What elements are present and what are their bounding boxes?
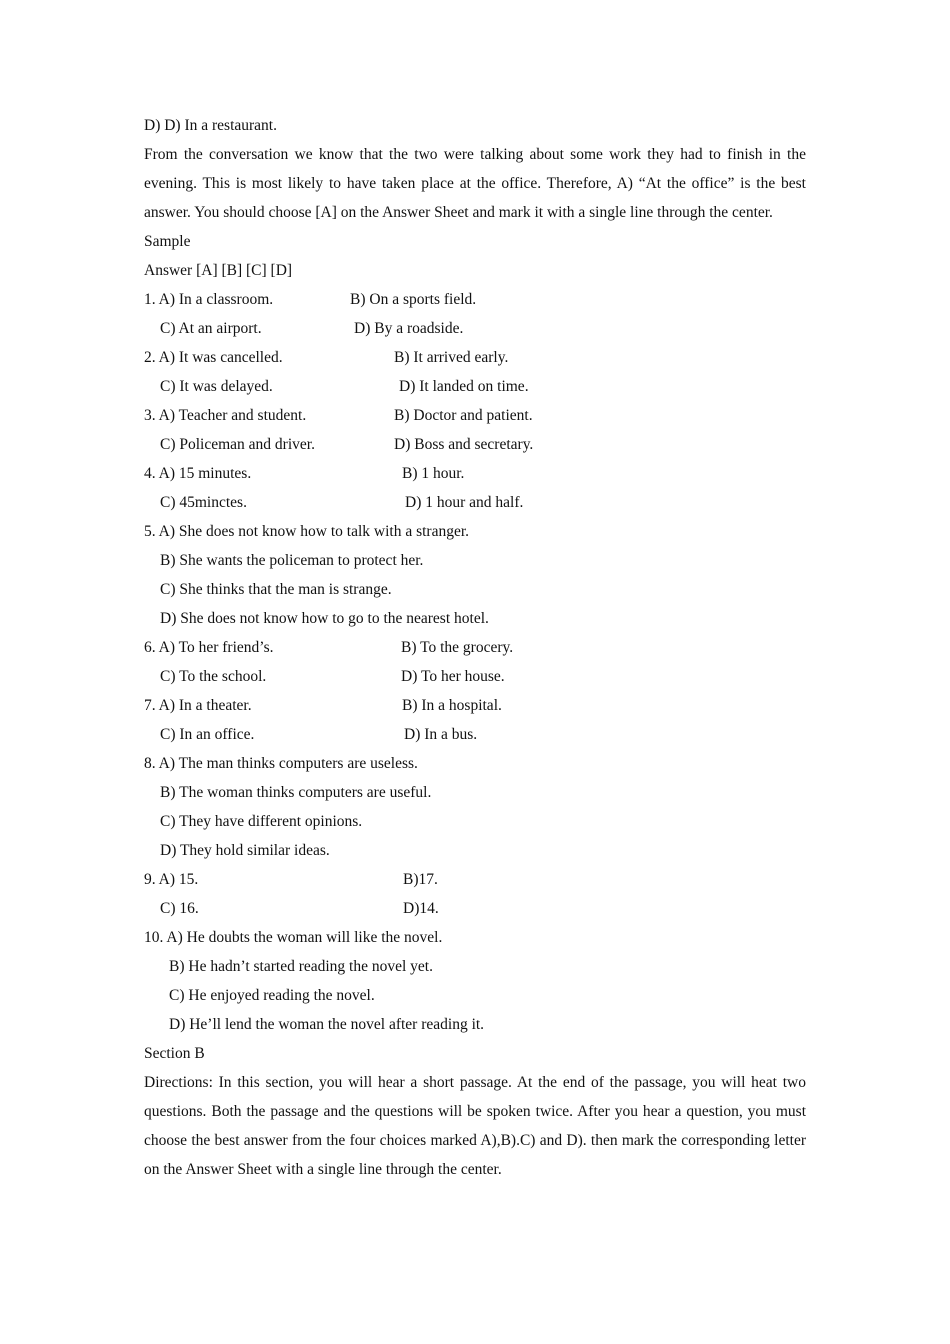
question-4-option-d: D) 1 hour and half. — [405, 494, 524, 511]
question-7-option-a: 7. A) In a theater. — [144, 697, 252, 714]
question-1-row-2 — [144, 314, 809, 343]
question-6-option-d: D) To her house. — [401, 668, 505, 685]
question-7-option-c: C) In an office. — [160, 726, 255, 743]
question-8-option-b: B) The woman thinks computers are useful. — [160, 784, 432, 801]
question-10-option-b: B) He hadn’t started reading the novel yet. — [169, 958, 433, 975]
question-9-option-a: 9. A) 15. — [144, 871, 199, 888]
question-3-option-c: C) Policeman and driver. — [160, 436, 315, 453]
question-10-option-a: 10. A) He doubts the woman will like the novel. — [144, 929, 443, 946]
question-3-option-b: B) Doctor and patient. — [394, 407, 533, 424]
question-7-option-d: D) In a bus. — [404, 726, 478, 743]
question-3-option-d: D) Boss and secretary. — [394, 436, 534, 453]
question-6-option-b: B) To the grocery. — [401, 639, 514, 656]
question-10-option-c: C) He enjoyed reading the novel. — [169, 987, 375, 1004]
question-4-option-b: B) 1 hour. — [402, 465, 465, 482]
question-6-option-a: 6. A) To her friend’s. — [144, 639, 274, 656]
question-3-option-a: 3. A) Teacher and student. — [144, 407, 307, 424]
example-explanation: From the conversation we know that the two were talking about some work they had to finish in the evening. This is most likely to have taken place at the office. Therefore, A) “At the office” is the best answer. You should choose [A] on the Answer Sheet and mark it with a single line through the center. — [144, 146, 806, 221]
question-5-option-b: B) She wants the policeman to protect her. — [160, 552, 424, 569]
question-9-option-b: B)17. — [403, 871, 438, 888]
document-page — [144, 111, 809, 1184]
question-1-option-a: 1. A) In a classroom. — [144, 291, 274, 308]
question-4-row-2 — [144, 488, 809, 517]
question-1-row-1 — [144, 285, 809, 314]
question-8-option-a: 8. A) The man thinks computers are useless. — [144, 755, 418, 772]
question-7-option-b: B) In a hospital. — [402, 697, 502, 714]
question-9-option-c: C) 16. — [160, 900, 199, 917]
question-2-option-b: B) It arrived early. — [394, 349, 509, 366]
question-6-option-c: C) To the school. — [160, 668, 267, 685]
question-4-option-c: C) 45minctes. — [160, 494, 247, 511]
sample-label: Sample — [144, 233, 191, 250]
sample-answer: Answer [A] [B] [C] [D] — [144, 262, 293, 279]
section-b-directions: Directions: In this section, you will hear a short passage. At the end of the passage, you will heat two questions. Both the passage and the questions will be spoken twice. After you hear a question, you must choose the best answer from the four choices marked A),B).C) and D). then mark the corresponding letter on the Answer Sheet with a single line through the center. — [144, 1074, 806, 1178]
question-3-row-2 — [144, 430, 809, 459]
question-8-option-d: D) They hold similar ideas. — [160, 842, 330, 859]
question-4-option-a: 4. A) 15 minutes. — [144, 465, 252, 482]
question-4-row-1 — [144, 459, 809, 488]
question-9-row-1 — [144, 865, 809, 894]
question-1-option-c: C) At an airport. — [160, 320, 262, 337]
question-5-option-a: 5. A) She does not know how to talk with a stranger. — [144, 523, 470, 540]
question-1-option-b: B) On a sports field. — [350, 291, 477, 308]
question-6-row-2 — [144, 662, 809, 691]
question-9-row-2 — [144, 894, 809, 923]
question-6-row-1 — [144, 633, 809, 662]
question-2-option-a: 2. A) It was cancelled. — [144, 349, 283, 366]
question-7-row-2 — [144, 720, 809, 749]
question-8-option-c: C) They have different opinions. — [160, 813, 363, 830]
question-7-row-1 — [144, 691, 809, 720]
intro-option-d: D) D) In a restaurant. — [144, 117, 277, 134]
question-2-option-d: D) It landed on time. — [399, 378, 529, 395]
question-1-option-d: D) By a roadside. — [354, 320, 464, 337]
question-2-option-c: C) It was delayed. — [160, 378, 273, 395]
question-3-row-1 — [144, 401, 809, 430]
question-10-option-d: D) He’ll lend the woman the novel after reading it. — [169, 1016, 485, 1033]
question-2-row-2 — [144, 372, 809, 401]
question-5-option-c: C) She thinks that the man is strange. — [160, 581, 392, 598]
question-9-option-d: D)14. — [403, 900, 439, 917]
question-2-row-1 — [144, 343, 809, 372]
question-5-option-d: D) She does not know how to go to the nearest hotel. — [160, 610, 489, 627]
section-b-title: Section B — [144, 1045, 205, 1062]
